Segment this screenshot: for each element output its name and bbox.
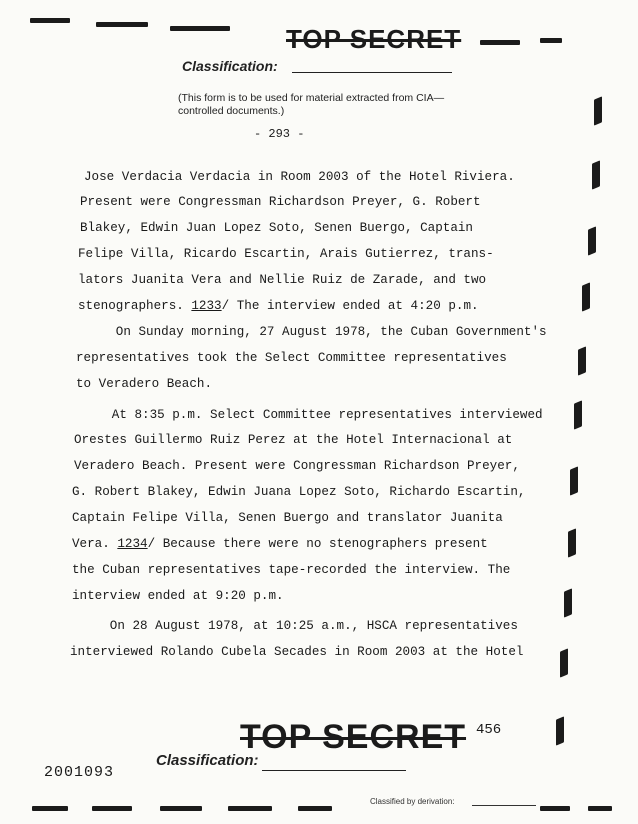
body-line: Blakey, Edwin Juan Lopez Soto, Senen Buergo, Captain [80,221,473,235]
header-top-secret-stamp: TOP SECRET [286,24,462,54]
page-number: - 293 - [254,127,305,141]
footer-top-secret-stamp: TOP SECRET [240,718,467,756]
body-line: At 8:35 p.m. Select Committee representatives interviewed [74,408,543,422]
body-line: representatives took the Select Committee representatives [76,351,507,365]
body-line [78,299,479,313]
derivation-line [472,805,536,806]
body-line: lators Juanita Vera and Nellie Ruiz de Zarade, and two [78,273,487,287]
footer-classification-line [262,770,406,771]
body-line: Present were Congressman Richardson Preyer, G. Robert [80,195,481,209]
body-line: On Sunday morning, 27 August 1978, the Cuban Government's [78,325,547,339]
body-line: Captain Felipe Villa, Senen Buergo and translator Juanita [72,511,503,525]
body-line: On 28 August 1978, at 10:25 a.m., HSCA representatives [72,619,518,633]
document-number: 2001093 [44,764,115,781]
body-line: interview ended at 9:20 p.m. [72,589,284,603]
body-text-fragment: / Because there were no stenographers present [147,537,488,551]
body-line: Veradero Beach. Present were Congressman Richardson Preyer, [74,459,520,473]
body-line: the Cuban representatives tape-recorded the interview. The [72,563,511,577]
handwritten-number: 456 [476,722,502,738]
body-line: to Veradero Beach. [76,377,213,391]
body-line: interviewed Rolando Cubela Secades in Room 2003 at the Hotel [70,645,524,659]
footnote-ref-1233: 1233 [191,299,222,313]
body-text-fragment: Vera. [72,537,118,551]
body-line: Orestes Guillermo Ruiz Perez at the Hotel Internacional at [74,433,513,447]
derivation-label: Classified by derivation: [370,797,455,806]
body-line: Jose Verdacia Verdacia in Room 2003 of the Hotel Riviera. [84,170,515,184]
body-line: G. Robert Blakey, Edwin Juana Lopez Soto, Richardo Escartin, [72,485,526,499]
footer-classification-label: Classification: [156,752,259,769]
form-note: (This form is to be used for material extracted from CIA—controlled documents.) [178,92,445,117]
body-line [72,537,488,551]
header-classification-label: Classification: [182,58,278,74]
body-text-fragment: stenographers. [78,299,192,313]
footnote-ref-1234: 1234 [117,537,148,551]
body-line: Felipe Villa, Ricardo Escartin, Arais Gutierrez, trans- [78,247,494,261]
header-classification-line [292,72,452,73]
body-text-fragment: / The interview ended at 4:20 p.m. [221,299,479,313]
